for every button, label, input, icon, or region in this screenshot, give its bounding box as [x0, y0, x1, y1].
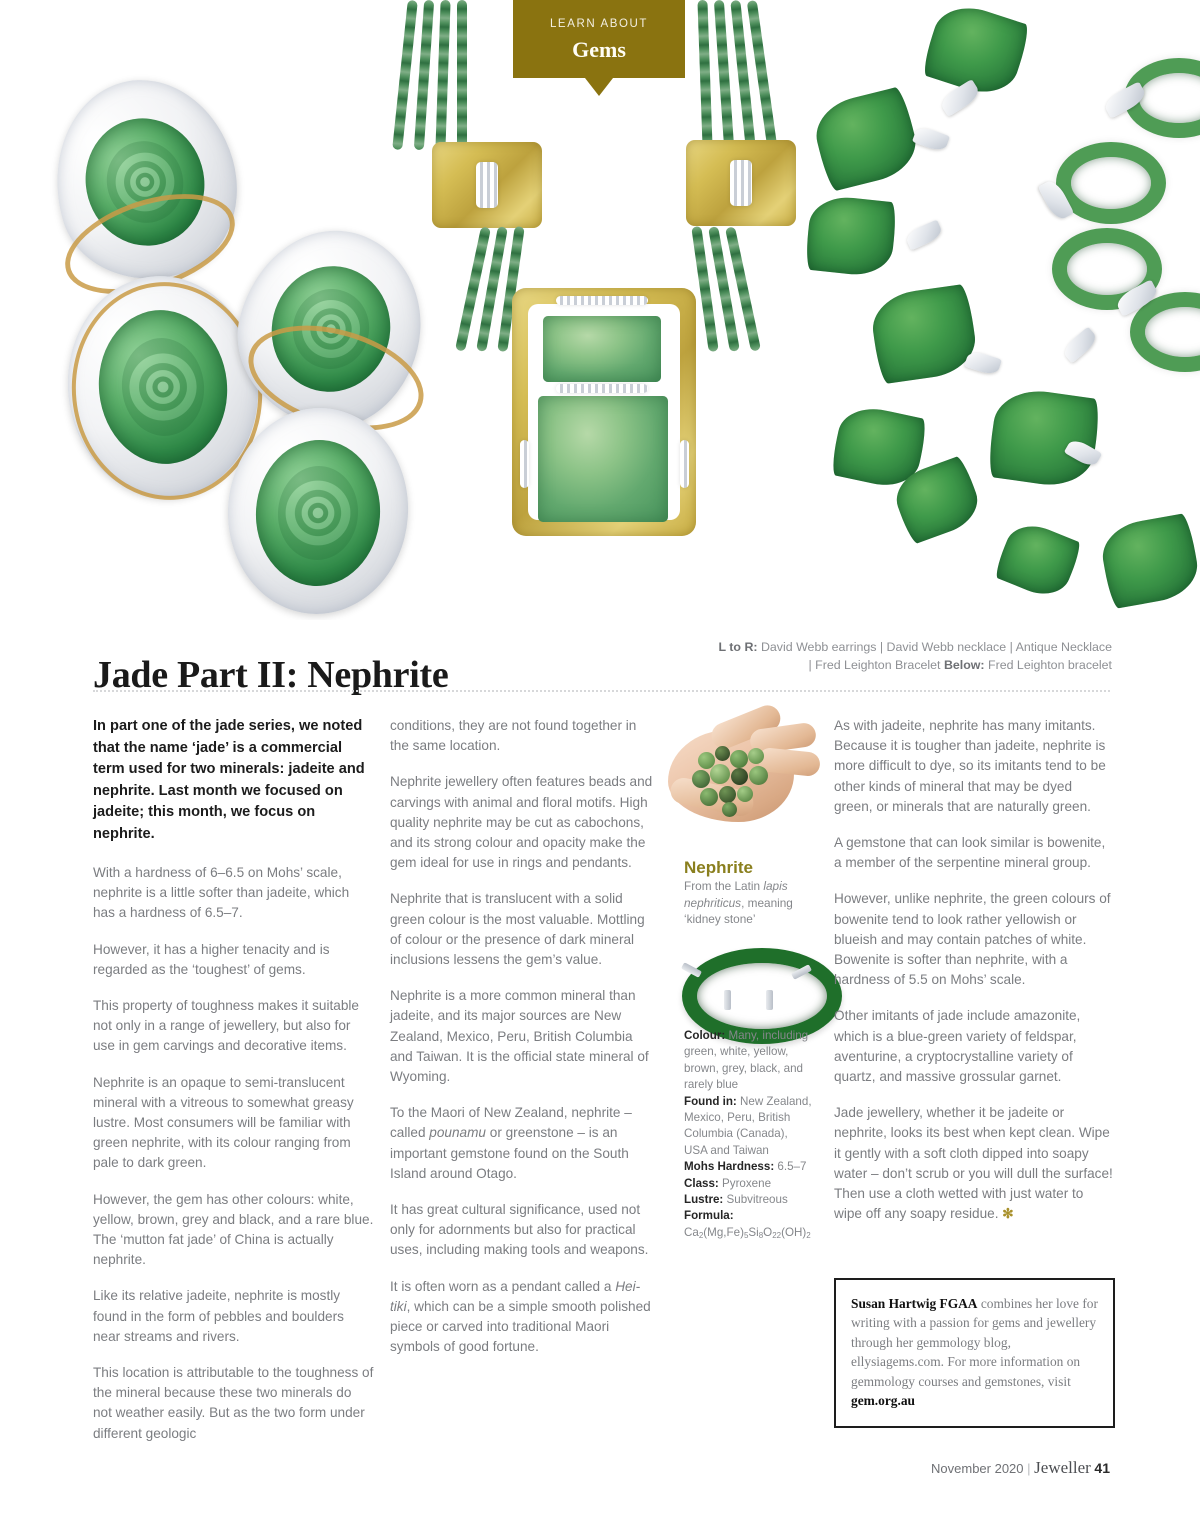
carved-jade-leaf	[986, 385, 1102, 491]
paragraph: Like its relative jadeite, nephrite is mostly found in the form of pebbles and boulders near streams and rivers.	[93, 1288, 344, 1344]
paragraph	[390, 1277, 658, 1358]
spec-label: Mohs Hardness:	[684, 1160, 775, 1174]
carved-jade-leaf	[804, 194, 897, 279]
paragraph: With a hardness of 6–6.5 on Mohs’ scale, nephrite is a little softer than jadeite, which has a hardness of 6.5–7.	[93, 865, 350, 921]
chemical-formula: $Ca_2(Mg,Fe)_5Si_8O_{22}(OH)_2$	[684, 1225, 811, 1240]
pendant-diamond-bar-right	[680, 440, 689, 488]
title-divider	[93, 690, 1110, 692]
paragraph: This property of toughness makes it suitable not only in a range of jewellery, but also for use in gem carvings and decorative items.	[93, 998, 359, 1054]
nephrite-bead	[730, 750, 748, 768]
paragraph: Nephrite that is translucent with a solid green colour is the most valuable. Mottling of colour or the presence of dark mineral inclusions lessens the gem’s value.	[390, 891, 645, 968]
paragraph: Nephrite is an opaque to semi-translucent mineral with a vitreous to somewhat greasy lustre. Most consumers will be familiar with green nephrite, with its colour ranging from pale to dark green.	[93, 1074, 354, 1171]
banner-notch	[585, 78, 613, 96]
spec-row-formula	[684, 1225, 812, 1244]
page-footer	[931, 1458, 1110, 1478]
spec-value: Subvitreous	[723, 1193, 788, 1207]
latin-term: lapis nephriticus	[684, 879, 788, 910]
spec-value: Many, including green, white, yellow, brown, grey, black, and rarely blue	[684, 1029, 809, 1092]
bead-strand	[697, 0, 712, 148]
paragraph-part: To the Maori of New Zealand, nephrite – called	[390, 1105, 632, 1141]
credit-below-label: Below:	[943, 658, 985, 672]
diamond-leaf-accent	[1060, 327, 1099, 364]
factbox-etymology	[684, 878, 810, 928]
spec-value: 6.5–7	[774, 1160, 807, 1174]
image-credit	[672, 638, 1112, 674]
paragraph: As with jadeite, nephrite has many imitants. Because it is tougher than jadeite, nephrite is more difficult to dye, so its imitants tend to be other kinds of mineral that may be dyed green, or minerals that are naturally green.	[834, 718, 1106, 814]
pendant-diamond-bar-top	[556, 296, 648, 305]
spec-row	[684, 1159, 812, 1175]
bead-strand	[414, 0, 434, 150]
nephrite-bead	[731, 768, 748, 785]
bead-strand	[392, 0, 418, 150]
diamond-leaf-accent	[964, 349, 1002, 377]
paragraph: However, the gem has other colours: white, yellow, brown, grey and black, and a rare blue. The ‘mutton fat jade’ of China is actually nephrite.	[93, 1191, 374, 1268]
nephrite-bead	[692, 770, 710, 788]
paragraph: A gemstone that can look similar is bowenite, a member of the serpentine mineral group.	[834, 835, 1106, 871]
bead-strand	[457, 0, 467, 150]
issue-date: November 2020	[931, 1461, 1024, 1476]
spec-row-formula-label	[684, 1208, 812, 1224]
pendant-diamond-bar-middle	[556, 384, 648, 393]
credit-line-1: David Webb earrings | David Webb necklace | Antique Necklace	[757, 640, 1112, 654]
diamond-leaf-accent	[904, 219, 944, 250]
paragraph: It has great cultural significance, used not only for adornments but also for practical uses, including making tools and weapons.	[390, 1202, 649, 1258]
pendant-diamond-bar-left	[520, 440, 529, 488]
credit-lr-label: L to R:	[718, 640, 758, 654]
bangle-diamond-bar	[724, 990, 731, 1010]
pendant-jade-upper	[543, 316, 661, 382]
bio-text: combines her love for writing with a passion for gems and jewellery through her gemmology blog, ellysiagems.com. For more information on gemmology courses and gemstones, visit	[851, 1296, 1098, 1389]
spec-label: Colour:	[684, 1029, 726, 1042]
paragraph-part: or greenstone – is an important gemstone found on the South Island around Otago.	[390, 1125, 629, 1181]
paragraph: This location is attributable to the toughness of the mineral because these two minerals do not weather easily. But as the two form under different geologic	[93, 1365, 374, 1441]
pendant-jade-lower	[538, 396, 668, 522]
body-column-3	[834, 716, 1114, 1240]
paragraph: Nephrite is a more common mineral than jadeite, and its major sources are New Zealand, Mexico, Peru, British Columbia and Taiwan. It is the official state mineral of Wyoming.	[390, 988, 649, 1085]
nephrite-bead	[722, 802, 737, 817]
nephrite-beads-in-hand-photo	[662, 702, 830, 842]
carved-jade-leaf	[1098, 513, 1200, 610]
maori-term-pounamu: pounamu	[429, 1125, 486, 1141]
nephrite-bead	[700, 788, 718, 806]
nephrite-bangle-photo	[668, 932, 828, 1028]
carved-jade-leaf	[809, 86, 923, 193]
end-of-article-mark: ✻	[1002, 1206, 1014, 1222]
paragraph: However, it has a higher tenacity and is regarded as the ‘toughest’ of gems.	[93, 941, 330, 977]
paragraph-part: It is often worn as a pendant called a	[390, 1278, 616, 1294]
bead-strand	[714, 0, 734, 148]
paragraph-part: , which can be a simple smooth polished piece or carved into traditional Maori symbols of good fortune.	[390, 1298, 651, 1355]
author-name: Susan Hartwig FGAA	[851, 1296, 978, 1311]
paragraph-part: Jade jewellery, whether it be jadeite or nephrite, looks its best when kept clean. Wipe it gently with a soft cloth dipped into soapy water – don’t scrub or you will dull the surface! Then use a cloth wetted with just water to wipe off any soapy residue.	[834, 1105, 1113, 1222]
lead-paragraph: In part one of the jade series, we noted that the name ‘jade’ is a commercial term used for two minerals: jadeite and nephrite. Last month we focused on jadeite; this month, we focus on nephrite.	[93, 718, 365, 842]
carved-jade-leaf	[868, 283, 979, 384]
etymology-part: From the Latin	[684, 879, 764, 893]
credit-line-2-pre: | Fred Leighton Bracelet	[808, 658, 944, 672]
hero-imagery	[0, 0, 1200, 620]
bio-link[interactable]: gem.org.au	[851, 1393, 915, 1409]
nephrite-bead	[719, 786, 736, 803]
nephrite-bead	[737, 786, 753, 802]
body-column-1	[93, 716, 374, 1460]
body-column-2	[390, 716, 658, 1373]
nephrite-bead	[749, 766, 768, 785]
magazine-name: Jeweller	[1034, 1458, 1091, 1477]
spec-row	[684, 1028, 812, 1094]
author-bio-box	[834, 1278, 1115, 1428]
necklace-diamond-spacer	[730, 160, 752, 206]
etymology-part: , meaning ‘kidney stone’	[684, 895, 793, 926]
spec-value: Pyroxene	[718, 1176, 772, 1190]
factbox-specs	[684, 1028, 812, 1244]
credit-line-2: Fred Leighton bracelet	[984, 658, 1112, 672]
spec-row	[684, 1094, 812, 1160]
maori-term-heitiki: Hei-tiki	[390, 1278, 641, 1314]
paragraph	[834, 1103, 1114, 1224]
nephrite-bead	[715, 746, 730, 761]
spec-label: Lustre:	[684, 1193, 724, 1207]
paragraph: However, unlike nephrite, the green colours of bowenite tend to look rather yellowish or blueish and may contain patches of white. Bowenite is softer than nephrite, with a hardness of 5.5 on Mohs’ scale.	[834, 891, 1111, 988]
spec-label: Class:	[684, 1176, 719, 1190]
spec-row	[684, 1176, 812, 1192]
diamond-leaf-accent	[938, 79, 983, 117]
necklace-diamond-spacer	[476, 162, 498, 208]
footer-separator: |	[1027, 1461, 1031, 1476]
factbox-title: Nephrite	[684, 858, 753, 877]
diamond-leaf-accent	[912, 125, 950, 154]
nephrite-bead	[710, 764, 730, 784]
bangle-diamond-bar	[766, 990, 773, 1010]
banner-category: Gems	[572, 37, 626, 62]
spec-value: New Zealand, Mexico, Peru, British Columbia (Canada), USA and Taiwan	[684, 1094, 812, 1157]
bead-strand	[435, 0, 450, 150]
paragraph: Nephrite jewellery often features beads and carvings with animal and floral motifs. High quality nephrite may be cut as cabochons, and its strong colour and opacity make the gem ideal for use in rings and pendants.	[390, 774, 653, 871]
paragraph: Other imitants of jade include amazonite, which is a blue-green variety of feldspar, aventurine, a cryptocrystalline variety of quartz, and massive grossular garnet.	[834, 1008, 1081, 1085]
paragraph	[390, 1103, 658, 1184]
page-number: 41	[1094, 1460, 1110, 1476]
carved-jade-leaf	[993, 517, 1084, 603]
paragraph: conditions, they are not found together in the same location.	[390, 718, 637, 754]
spec-label: Formula:	[684, 1209, 734, 1223]
banner-kicker: LEARN ABOUT	[549, 18, 649, 30]
category-banner	[513, 0, 685, 98]
page-title: Jade Part II: Nephrite	[93, 654, 449, 697]
nephrite-bead	[748, 748, 764, 764]
spec-label: Found in:	[684, 1094, 737, 1108]
spec-row	[684, 1192, 812, 1208]
